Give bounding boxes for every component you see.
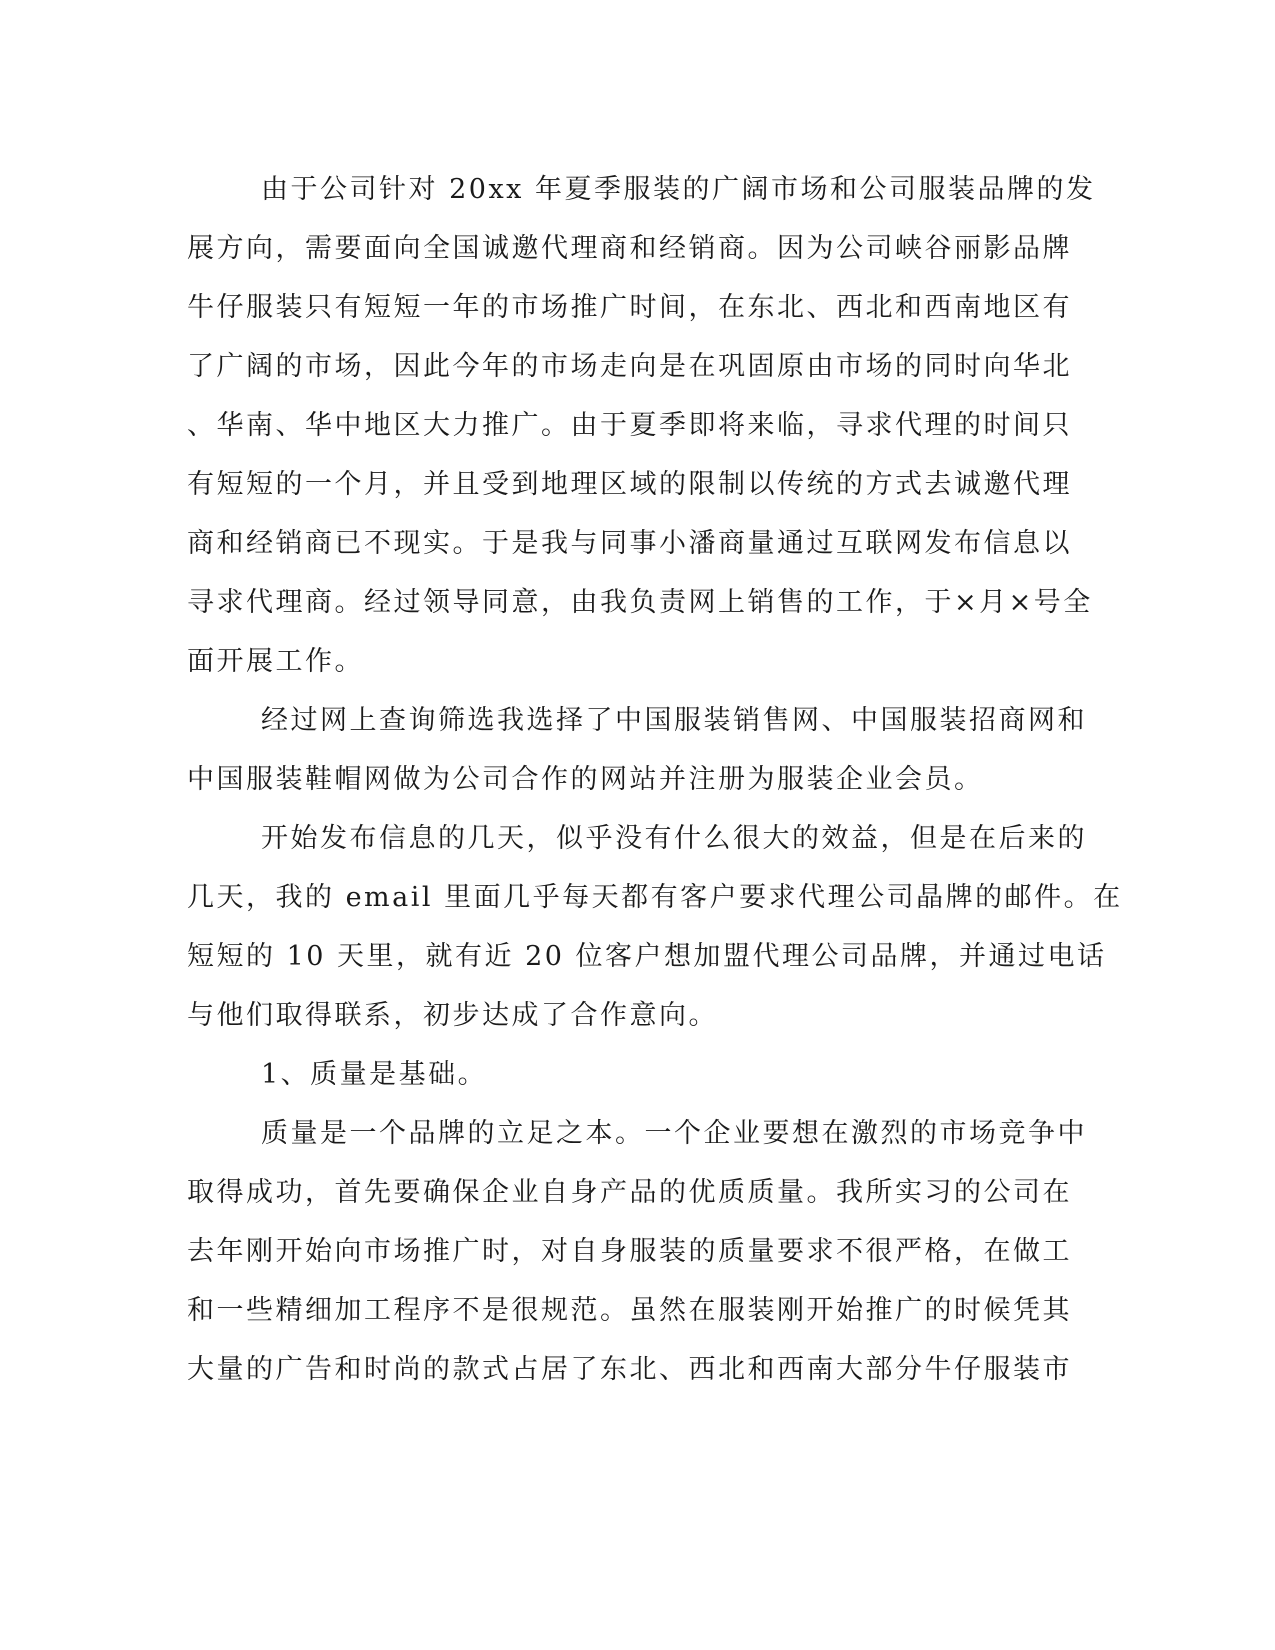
text-line: 经过网上查询筛选我选择了中国服装销售网、中国服装招商网和: [261, 705, 1087, 736]
text-line: 短短的 10 天里，就有近 20 位客户想加盟代理公司品牌，并通过电话: [187, 941, 1107, 972]
text-line: 和一些精细加工程序不是很规范。虽然在服装刚开始推广的时候凭其: [187, 1295, 1072, 1326]
text-line: 、华南、华中地区大力推广。由于夏季即将来临，寻求代理的时间只: [187, 410, 1072, 441]
section-heading: 1、质量是基础。: [261, 1059, 488, 1090]
text-line: 取得成功，首先要确保企业自身产品的优质质量。我所实习的公司在: [187, 1177, 1072, 1208]
text-line: 展方向，需要面向全国诚邀代理商和经销商。因为公司峡谷丽影品牌: [187, 233, 1072, 264]
text-line: 面开展工作。: [187, 646, 364, 677]
document-body: [187, 160, 1123, 1399]
text-line: 由于公司针对 20xx 年夏季服装的广阔市场和公司服装品牌的发: [261, 174, 1096, 205]
text-line: 中国服装鞋帽网做为公司合作的网站并注册为服装企业会员。: [187, 764, 984, 795]
text-line: 质量是一个品牌的立足之本。一个企业要想在激烈的市场竞争中: [261, 1118, 1087, 1149]
text-line: 几天，我的 email 里面几乎每天都有客户要求代理公司晶牌的邮件。在: [187, 882, 1123, 913]
text-line: 寻求代理商。经过领导同意，由我负责网上销售的工作，于×月×号全: [187, 587, 1093, 618]
text-line: 牛仔服装只有短短一年的市场推广时间，在东北、西北和西南地区有: [187, 292, 1072, 323]
text-line: 开始发布信息的几天，似乎没有什么很大的效益，但是在后来的: [261, 823, 1087, 854]
text-line: 大量的广告和时尚的款式占居了东北、西北和西南大部分牛仔服装市: [187, 1354, 1072, 1385]
text-line: 商和经销商已不现实。于是我与同事小潘商量通过互联网发布信息以: [187, 528, 1072, 559]
text-line: 去年刚开始向市场推广时，对自身服装的质量要求不很严格，在做工: [187, 1236, 1072, 1267]
text-line: 有短短的一个月，并且受到地理区域的限制以传统的方式去诚邀代理: [187, 469, 1072, 500]
text-line: 与他们取得联系，初步达成了合作意向。: [187, 1000, 718, 1031]
text-line: 了广阔的市场，因此今年的市场走向是在巩固原由市场的同时向华北: [187, 351, 1072, 382]
